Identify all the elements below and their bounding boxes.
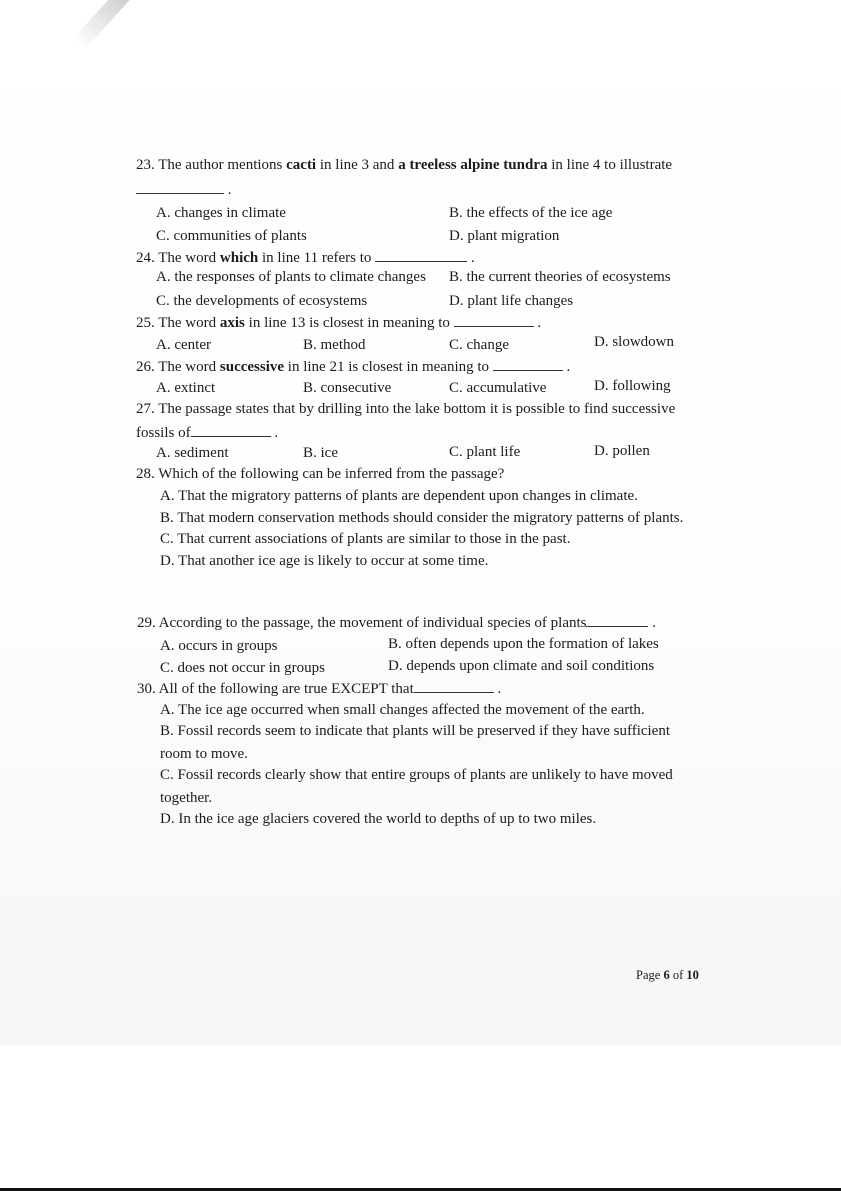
answer-blank — [454, 314, 534, 327]
keyword-bold: which — [219, 250, 259, 266]
option-b: B. ice — [303, 445, 338, 461]
option-a: A. extinct — [156, 380, 216, 396]
option-d: D. plant life changes — [449, 293, 574, 309]
option-c: C. communities of plants — [156, 228, 307, 244]
option-d: D. pollen — [594, 443, 650, 459]
option-c: C. the developments of ecosystems — [156, 293, 368, 309]
option-a: A. That the migratory patterns of plants are dependent upon changes in climate. — [160, 488, 638, 504]
option-a: A. changes in climate — [156, 205, 286, 221]
keyword-bold: successive — [219, 359, 285, 375]
question-number: 27. — [136, 401, 155, 417]
option-b: B. method — [303, 337, 366, 353]
option-d: D. slowdown — [594, 334, 675, 350]
option-c: C. plant life — [449, 444, 521, 460]
question-27-stem-line2: fossils of . — [136, 425, 279, 441]
question-27-stem: 27. The passage states that by drilling into the lake bottom it is possible to find successive — [136, 401, 676, 417]
question-number: 28. — [136, 466, 155, 482]
option-b: B. the effects of the ice age — [449, 205, 613, 221]
option-b: B. consecutive — [303, 380, 392, 396]
answer-blank — [136, 181, 224, 194]
answer-blank — [414, 680, 494, 693]
question-29-stem: 29. According to the passage, the movement of individual species of plants . — [137, 615, 656, 631]
option-b-continued: room to move. — [160, 746, 248, 762]
question-30-stem: 30. All of the following are true EXCEPT that . — [137, 681, 502, 697]
question-number: 24. — [136, 250, 155, 266]
answer-blank — [191, 424, 271, 437]
option-c: C. accumulative — [449, 380, 547, 396]
question-24-stem: 24. The word which in line 11 refers to . — [136, 250, 475, 266]
question-number: 25. — [136, 315, 155, 331]
keyword-bold: cacti — [286, 157, 317, 173]
keyword-bold: axis — [219, 315, 245, 331]
answer-blank — [375, 249, 467, 262]
page-number: Page 6 of 10 — [636, 968, 699, 982]
option-a: A. The ice age occurred when small changes affected the movement of the earth. — [160, 702, 645, 718]
question-number: 29. — [137, 615, 156, 631]
question-number: 23. — [136, 157, 155, 173]
option-d: D. plant migration — [449, 228, 560, 244]
option-a: A. center — [156, 337, 211, 353]
question-28-stem: 28. Which of the following can be inferred from the passage? — [136, 466, 505, 482]
option-c: C. does not occur in groups — [160, 660, 325, 676]
option-a: A. sediment — [156, 445, 229, 461]
scan-shadow-mark — [72, 0, 164, 51]
option-c: C. That current associations of plants are similar to those in the past. — [160, 531, 571, 547]
option-c-continued: together. — [160, 790, 213, 806]
option-d: D. That another ice age is likely to occur at some time. — [160, 553, 489, 569]
question-23-answer-blank: . — [136, 181, 232, 199]
question-23-stem: 23. The author mentions cacti in line 3 and a treeless alpine tundra in line 4 to illustrate — [136, 157, 673, 173]
keyword-bold: a treeless alpine tundra — [398, 157, 548, 173]
option-b: B. That modern conservation methods should consider the migratory patterns of plants. — [160, 510, 684, 526]
option-a: A. the responses of plants to climate changes — [156, 269, 426, 285]
option-b: B. often depends upon the formation of lakes — [388, 636, 659, 652]
option-c: C. change — [449, 337, 509, 353]
question-26-stem: 26. The word successive in line 21 is closest in meaning to . — [136, 359, 571, 375]
option-a: A. occurs in groups — [160, 638, 278, 654]
answer-blank — [493, 358, 563, 371]
option-d: D. following — [594, 378, 671, 394]
option-d: D. depends upon climate and soil conditions — [388, 658, 655, 674]
option-c: C. Fossil records clearly show that entire groups of plants are unlikely to have moved — [160, 767, 673, 783]
question-number: 30. — [137, 681, 156, 697]
option-d: D. In the ice age glaciers covered the world to depths of up to two miles. — [160, 811, 597, 827]
answer-blank — [586, 614, 648, 627]
question-25-stem: 25. The word axis in line 13 is closest in meaning to . — [136, 315, 542, 331]
option-b: B. Fossil records seem to indicate that plants will be preserved if they have sufficient — [160, 723, 671, 739]
question-number: 26. — [136, 359, 155, 375]
option-b: B. the current theories of ecosystems — [449, 269, 671, 285]
